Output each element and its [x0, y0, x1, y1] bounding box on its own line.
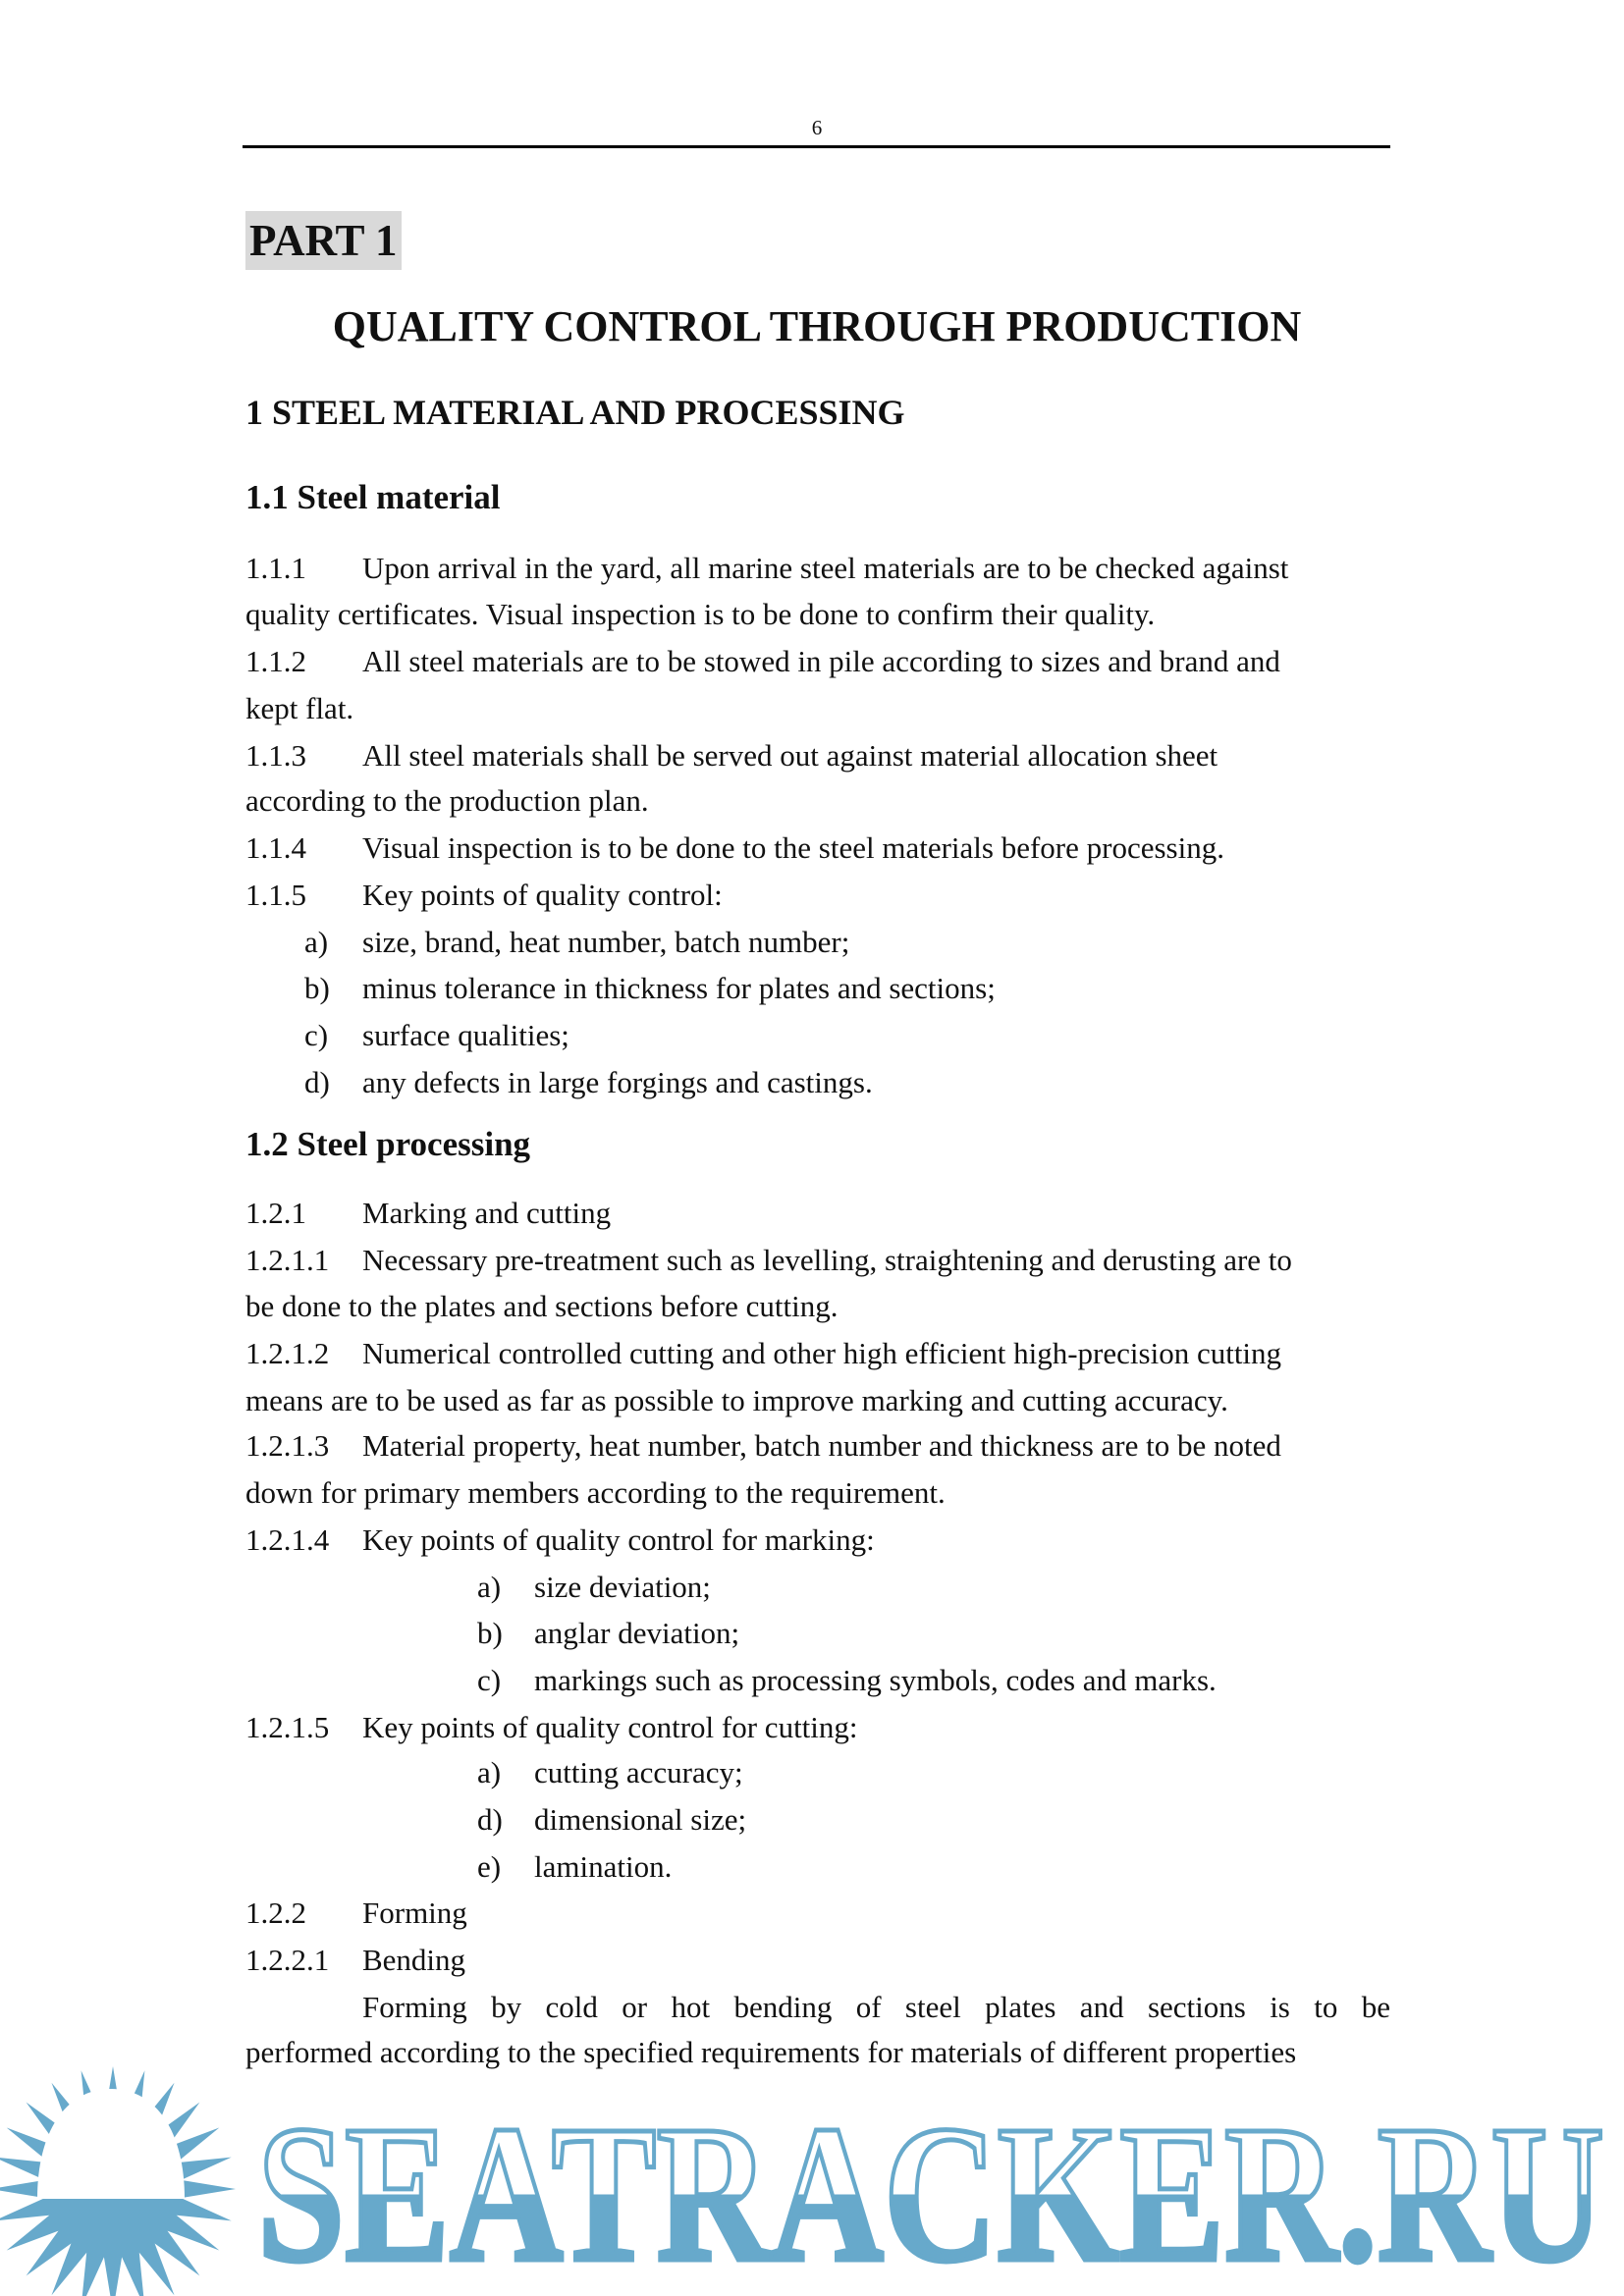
clause-number: 1.1.5: [245, 878, 306, 912]
clause-text-cont: according to the production plan.: [245, 783, 649, 818]
list-label: a): [477, 1755, 502, 1789]
list-label: e): [477, 1849, 502, 1884]
sunburst-icon: [0, 2066, 236, 2296]
clause-text: All steel materials are to be stowed in pile according to sizes and brand and: [362, 644, 1280, 678]
clause-1-1-5: [245, 872, 1390, 919]
clause-text: Necessary pre-treatment such as levelling, straightening and derusting are to: [362, 1243, 1292, 1277]
paragraph-line: Forming by cold or hot bending of steel plates and sections is to be: [362, 1990, 1390, 2024]
clause-number: 1.2.1.3: [245, 1428, 330, 1463]
clause-text-cont: quality certificates. Visual inspection is to be done to confirm their quality.: [245, 597, 1156, 631]
clause-1-2-1-1: [245, 1237, 1390, 1284]
section-heading: 1 STEEL MATERIAL AND PROCESSING: [245, 393, 905, 432]
paragraph-line: performed according to the specified requirements for materials of different properties: [245, 2035, 1297, 2069]
clause-number: 1.1.1: [245, 551, 306, 585]
clause-number: 1.2.1.4: [245, 1522, 330, 1557]
list-text: markings such as processing symbols, codes and marks.: [534, 1663, 1217, 1697]
list-label: a): [304, 925, 329, 959]
list-item: [245, 1657, 1390, 1704]
clause-1-2-1-2: [245, 1330, 1390, 1377]
clause-text: Upon arrival in the yard, all marine steel materials are to be checked against: [362, 551, 1289, 585]
clause-text-cont: kept flat.: [245, 691, 354, 725]
clause-text-cont: means are to be used as far as possible to improve marking and cutting accuracy.: [245, 1383, 1228, 1417]
clause-1-2-2-1: [245, 1937, 1390, 1984]
clause-1-1-1: [245, 545, 1390, 592]
clause-number: 1.1.4: [245, 830, 306, 865]
subsection-heading: 1.2 Steel processing: [245, 1125, 531, 1163]
list-item: [245, 965, 1390, 1012]
clause-text-cont: be done to the plates and sections before cutting.: [245, 1289, 839, 1323]
clause-text: Forming: [362, 1896, 467, 1930]
page-number: 6: [811, 116, 823, 139]
clause-number: 1.2.1.2: [245, 1336, 330, 1370]
clause-1-1-2: [245, 638, 1390, 685]
clause-1-2-1-5: [245, 1704, 1390, 1751]
clause-number: 1.2.2: [245, 1896, 306, 1930]
list-label: d): [304, 1065, 330, 1099]
clause-text: Material property, heat number, batch number and thickness are to be noted: [362, 1428, 1281, 1463]
clause-text: Key points of quality control for cutting:: [362, 1710, 858, 1744]
clause-number: 1.1.3: [245, 738, 306, 773]
list-item: [245, 1564, 1390, 1611]
clause-1-2-1: [245, 1190, 1390, 1237]
clause-number: 1.2.2.1: [245, 1943, 330, 1977]
list-text: cutting accuracy;: [534, 1755, 743, 1789]
clause-1-2-2: [245, 1890, 1390, 1937]
clause-text-cont: down for primary members according to the requirement.: [245, 1475, 946, 1510]
list-item: [245, 1012, 1390, 1059]
part-title: QUALITY CONTROL THROUGH PRODUCTION: [332, 302, 1302, 350]
clause-text: All steel materials shall be served out against material allocation sheet: [362, 738, 1218, 773]
list-label: b): [477, 1616, 503, 1650]
list-item: [245, 1610, 1390, 1657]
clause-text: Key points of quality control for marking:: [362, 1522, 875, 1557]
clause-1-2-1-3: [245, 1422, 1390, 1469]
part-label: PART 1: [245, 211, 402, 270]
clause-1-1-3: [245, 732, 1390, 779]
list-label: d): [477, 1802, 503, 1837]
list-item: [245, 1843, 1390, 1891]
list-text: size, brand, heat number, batch number;: [362, 925, 850, 959]
list-item: [245, 1059, 1390, 1106]
clause-number: 1.2.1.5: [245, 1710, 330, 1744]
clause-number: 1.1.2: [245, 644, 306, 678]
list-label: b): [304, 971, 330, 1005]
list-label: c): [304, 1018, 329, 1052]
list-text: dimensional size;: [534, 1802, 747, 1837]
clause-text: Numerical controlled cutting and other high efficient high-precision cutting: [362, 1336, 1282, 1370]
seatracker-watermark: [0, 2061, 1624, 2296]
clause-text: Marking and cutting: [362, 1196, 612, 1230]
clause-text: Visual inspection is to be done to the steel materials before processing.: [362, 830, 1224, 865]
list-item: [245, 1749, 1390, 1796]
list-item: [245, 1796, 1390, 1843]
list-text: lamination.: [534, 1849, 673, 1884]
clause-number: 1.2.1: [245, 1196, 306, 1230]
clause-number: 1.2.1.1: [245, 1243, 330, 1277]
list-label: a): [477, 1570, 502, 1604]
subsection-heading: 1.1 Steel material: [245, 478, 501, 516]
list-text: surface qualities;: [362, 1018, 569, 1052]
list-text: minus tolerance in thickness for plates and sections;: [362, 971, 996, 1005]
list-label: c): [477, 1663, 502, 1697]
clause-1-2-1-4: [245, 1517, 1390, 1564]
clause-text: Bending: [362, 1943, 466, 1977]
watermark-text: SEATRACKER.RU: [257, 2086, 1604, 2296]
list-text: any defects in large forgings and castings.: [362, 1065, 873, 1099]
list-text: anglar deviation;: [534, 1616, 740, 1650]
list-item: [245, 919, 1390, 966]
clause-text: Key points of quality control:: [362, 878, 723, 912]
list-text: size deviation;: [534, 1570, 711, 1604]
header-rule: [243, 145, 1390, 148]
clause-1-1-4: [245, 825, 1390, 872]
